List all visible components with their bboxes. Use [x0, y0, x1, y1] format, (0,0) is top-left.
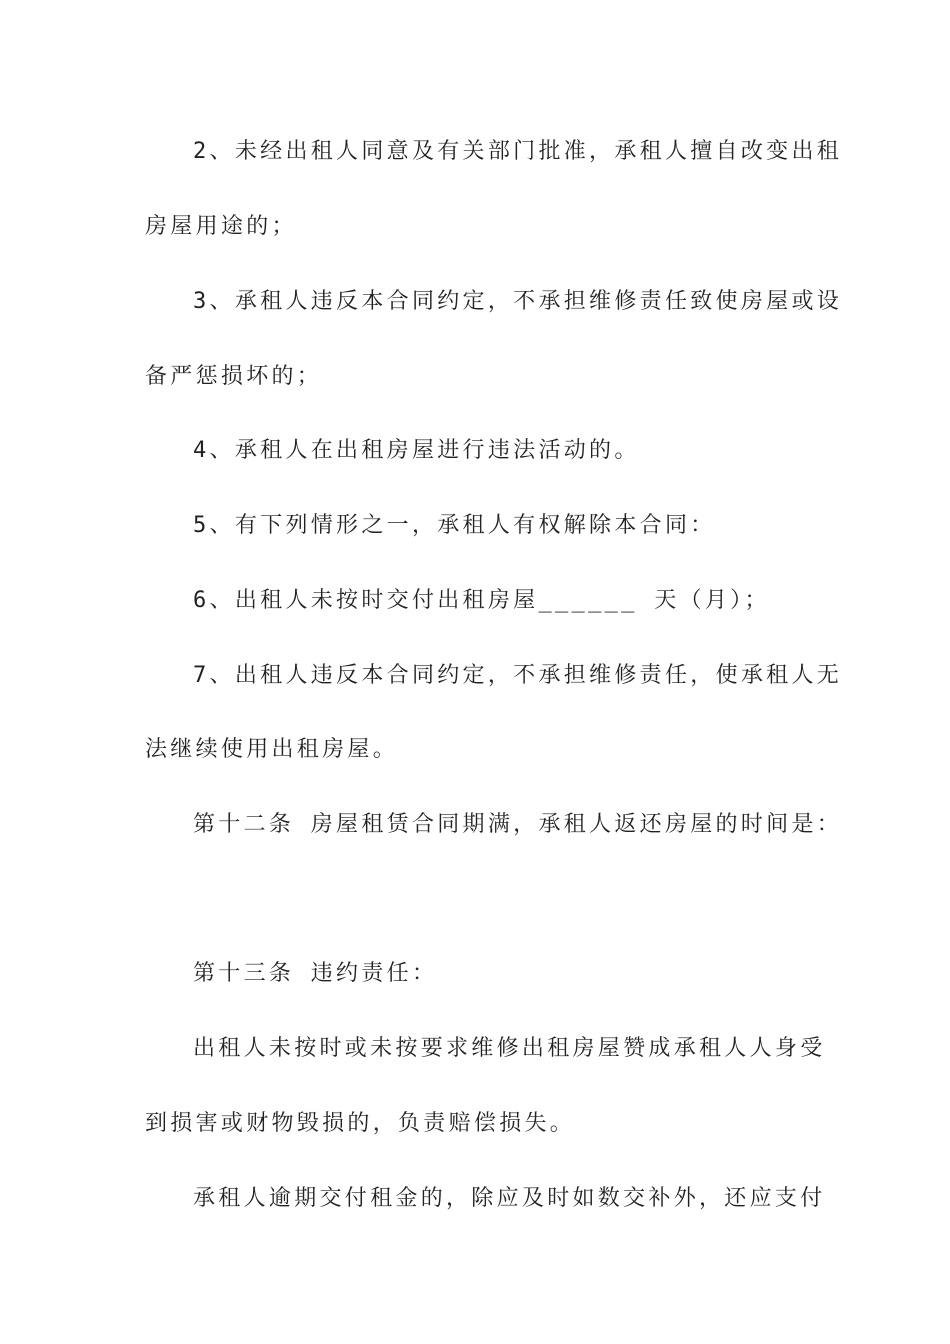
clause-3-line-1: 3、承租人违反本合同约定，不承担维修责任致使房屋或设: [193, 289, 843, 314]
clause-5: 5、有下列情形之一，承租人有权解除本合同：: [193, 513, 716, 538]
clause-6: 6、出租人未按时交付出租房屋______ 天（月）；: [193, 588, 770, 613]
clause-7-line-1: 7、出租人违反本合同约定，不承担维修责任，使承租人无: [193, 663, 843, 688]
clause-2-line-1: 2、未经出租人同意及有关部门批准，承租人擅自改变出租: [193, 139, 843, 164]
clause-7-line-2: 法继续使用出租房屋。: [145, 737, 399, 762]
clause-3-line-2: 备严惩损坏的；: [145, 364, 323, 389]
article-12: 第十二条 房屋租赁合同期满，承租人返还房屋的时间是：: [193, 812, 843, 837]
article-13-paragraph-2-line-1: 承租人逾期交付租金的，除应及时如数交补外，还应支付: [193, 1186, 826, 1211]
clause-2-line-2: 房屋用途的；: [145, 214, 297, 239]
article-13-paragraph-1-line-2: 到损害或财物毁损的，负责赔偿损失。: [145, 1111, 576, 1136]
article-13-paragraph-1-line-1: 出租人未按时或未按要求维修出租房屋赞成承租人人身受: [193, 1036, 826, 1061]
clause-4: 4、承租人在出租房屋进行违法活动的。: [193, 438, 640, 463]
article-13-heading: 第十三条 违约责任：: [193, 961, 438, 986]
